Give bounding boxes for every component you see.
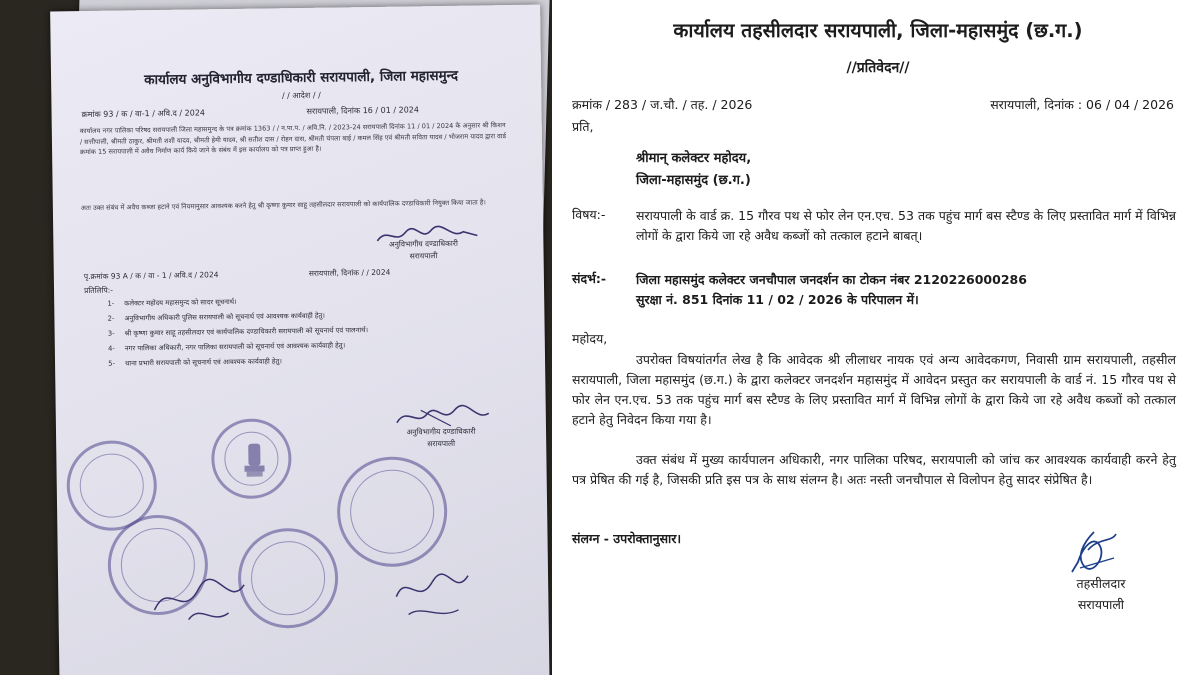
order-reference: क्रमांक 93 / क / वा-1 / अवि.द / 2024 <box>81 108 206 120</box>
order-body-paragraph-2: अतः उक्त संबंध में अवैध कब्जा हटाने एवं नियमानुसार आवश्यक करने हेतु श्री कृष्णा कुमार साहू तहसीलदार सरायपाली को कार्यपालिक दण्डाधिकारी नियुक्त किया जाता है। <box>80 198 486 213</box>
order-date: सरायपाली, दिनांक 16 / 01 / 2024 <box>306 105 419 116</box>
emblem-icon <box>242 441 267 479</box>
letter-reference-number: क्रमांक / 283 / ज.चौ. / तह. / 2026 <box>572 97 753 112</box>
list-item: 1- कलेक्टर महोदय महासमुन्द को सादर सूचनार्थ। <box>107 297 237 308</box>
handwritten-receipt-mark-1 <box>148 568 269 630</box>
handwritten-receipt-mark-2 <box>388 566 479 627</box>
addressee-line-2: जिला-महासमुंद (छ.ग.) <box>636 173 751 188</box>
signatory-2-designation: अनुविभागीय दण्डाधिकारी <box>406 426 476 437</box>
addressee-line-1: श्रीमान् कलेक्टर महोदय, <box>636 151 752 166</box>
endorsement-date: सरायपाली, दिनांक / / 2024 <box>308 267 391 278</box>
order-signatory-2 <box>356 425 526 451</box>
order-body-paragraph-1: कार्यालय नगर पालिका परिषद सरायपाली जिला महासमुन्द के पत्र क्रमांक 1363 / / न.पा.प. / अवि.नि. / 2023-24 सरायपाली दिनांक 11 / 01 / 2024 के अनुसार श्री किशन / सत्तीपाली, श्रीमती ठाकुर, श्रीमती शशी यादव, श्रीमती हेमी यादव, श्री सतीश दास / रोहन दास, श्रीमती चंपला बाई / कमल सिंह एवं श्रीमती सविता यादव / भोजराम यादव द्वारा वार्ड क्रमांक 15 सरायपाली में अवैध निर्माण कार्य किये जाने के संबंध में इस कार्यालय को पत्र प्राप्त हुआ है। <box>79 121 507 157</box>
list-item: 3- श्री कृष्णा कुमार साहू तहसीलदार एवं कार्यपालिक दण्डाधिकारी सरायपाली को सूचनार्थ एवं पालनार्थ। <box>107 325 369 338</box>
emblem-stamp-seal <box>211 418 292 499</box>
order-subtitle: / / आदेश / / <box>281 90 321 101</box>
reference-text-line-2: सुरक्षा नं. 851 दिनांक 11 / 02 / 2026 के परिपालन में। <box>636 292 919 307</box>
salutation: महोदय, <box>572 331 608 346</box>
list-item: 4- नगर पालिका अधिकारी, नगर पालिका सरायपाली को सूचनार्थ एवं आवश्यक कार्यवाही हेतु। <box>108 340 346 353</box>
enclosure-note: संलग्न - उपरोक्तानुसार। <box>572 531 682 546</box>
report-heading: //प्रतिवेदन// <box>846 60 910 76</box>
endorsement-reference: पृ.क्रमांक 93 A / क / वा - 1 / अवि.द / 2024 <box>83 270 219 282</box>
tehsildar-signature <box>1064 528 1124 576</box>
list-item: 2- अनुविभागीय अधिकारी पुलिस सरायपाली को सूचनार्थ एवं आवश्यक कार्यवाही हेतु। <box>107 311 326 323</box>
order-signatory-1 <box>353 237 493 262</box>
copy-list <box>84 293 485 373</box>
list-item: 5- थाना प्रभारी सरायपाली को सूचनार्थ एवं आवश्यक कार्यवाही हेतु। <box>108 356 282 368</box>
signatory-2-place: सरायपाली <box>427 438 456 448</box>
letter-date: सरायपाली, दिनांक : 06 / 04 / 2026 <box>990 97 1174 112</box>
to-label: प्रति, <box>572 119 594 134</box>
body-paragraph-2: उक्त संबंध में मुख्य कार्यपालन अधिकारी, नगर पालिका परिषद, सरायपाली को जांच कर आवश्यक कार्यवाही करने हेतु पत्र प्रेषित की गई है, जिसकी प्रति इस पत्र के साथ संलग्न है। अतः नस्ती जनचौपाल से विलोपन हेतु सादर संप्रेषित है। <box>572 452 1176 487</box>
order-sheet <box>50 5 550 675</box>
copy-label: प्रतिलिपि:- <box>83 285 114 296</box>
subject-text: सरायपाली के वार्ड क्र. 15 गौरव पथ से फोर लेन एन.एच. 53 तक पहुंच मार्ग बस स्टैण्ड के लिए प्रस्तावित मार्ग में विभिन्न लोगों के द्वारा किये जा रहे अवैध कब्जों को तत्काल हटाने बाबत्। <box>636 208 1176 243</box>
reference-label: संदर्भ:- <box>572 271 607 286</box>
subject-label: विषय:- <box>572 207 606 222</box>
office-title: कार्यालय तहसीलदार सरायपाली, जिला-महासमुंद (छ.ग.) <box>673 19 1083 42</box>
report-letter <box>556 0 1200 675</box>
signatory-place: सरायपाली <box>1077 597 1125 612</box>
photo-of-order-document <box>0 0 552 675</box>
signatory-designation: तहसीलदार <box>1076 576 1126 591</box>
reference-text-line-1: जिला महासमुंद कलेक्टर जनचौपाल जनदर्शन का टोकन नंबर 2120226000286 <box>636 272 1027 287</box>
body-paragraph-1: उपरोक्त विषयांतर्गत लेख है कि आवेदक श्री लीलाधर नायक एवं अन्य आवेदकगण, निवासी ग्राम सरायपाली, तहसील सरायपाली, जिला महासमुंद (छ.ग.) के द्वारा कलेक्टर जनदर्शन महासमुंद में आवेदन प्रस्तुत कर सरायपाली के वार्ड नं. 15 गौरव पथ से फोर लेन एन.एच. 53 तक पहुंच मार्ग बस स्टैण्ड के लिए प्रस्तावित मार्ग में विभिन्न लोगों के द्वारा किये जा रहे अवैध कब्जों को तत्काल हटाने हेतु निवेदन किया गया है। <box>572 352 1176 427</box>
signatory-1-place: सरायपाली <box>409 250 438 261</box>
office-stamp-seal-3 <box>336 456 448 568</box>
reference-text <box>636 270 1176 310</box>
signatory-1-designation: अनुविभागीय दण्डाधिकारी <box>388 238 458 249</box>
order-office-title: कार्यालय अनुविभागीय दण्डाधिकारी सरायपाली, जिला महासमुन्द <box>144 67 459 89</box>
